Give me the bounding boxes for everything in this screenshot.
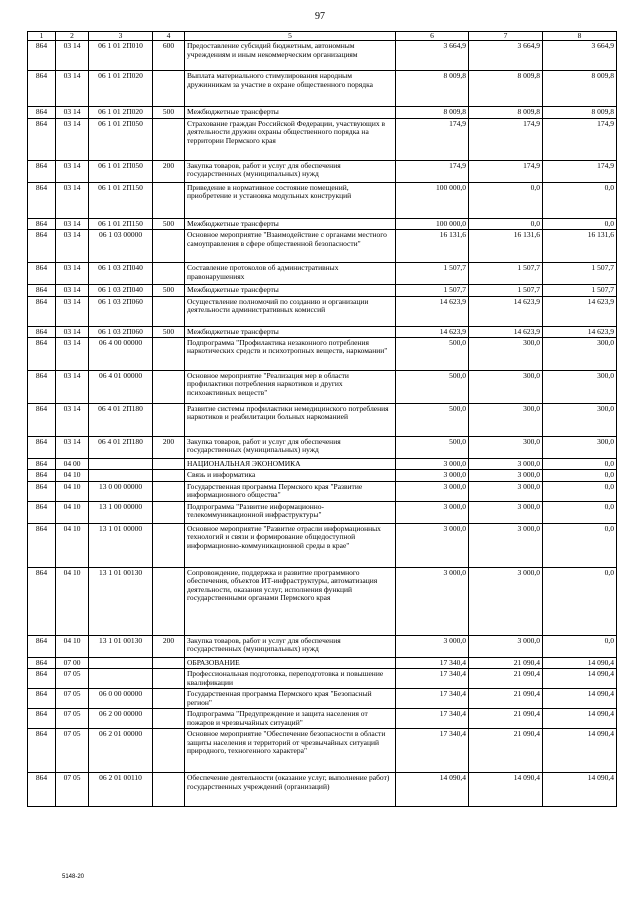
target-article-code-cell: 13 1 01 00130 — [89, 635, 153, 657]
amount-col8-cell: 0,0 — [543, 635, 617, 657]
item-name-cell: Основное мероприятие "Взаимодействие с органами местного самоуправления в сфере общественной безопасности" — [185, 230, 396, 263]
target-article-code-cell: 06 1 01 2П020 — [89, 71, 153, 107]
section-code-cell: 07 05 — [56, 729, 89, 773]
target-article-code-cell: 06 1 03 2П060 — [89, 296, 153, 326]
table-row — [28, 657, 617, 668]
amount-col7-cell: 14 090,4 — [469, 773, 543, 807]
amount-col8-cell: 1 507,7 — [543, 263, 617, 285]
amount-col7-cell: 21 090,4 — [469, 729, 543, 773]
item-name-cell: Профессиональная подготовка, переподготовка и повышение квалификации — [185, 669, 396, 689]
expense-type-code-cell — [153, 337, 185, 370]
table-row — [28, 370, 617, 403]
expense-type-code-cell — [153, 773, 185, 807]
amount-col6-cell: 3 000,0 — [396, 458, 469, 469]
amount-col8-cell: 8 009,8 — [543, 71, 617, 107]
table-row — [28, 296, 617, 326]
admin-code-cell: 864 — [28, 337, 56, 370]
expense-type-code-cell — [153, 296, 185, 326]
section-code-cell: 03 14 — [56, 107, 89, 118]
target-article-code-cell: 06 1 03 2П040 — [89, 263, 153, 285]
expense-type-code-cell: 200 — [153, 635, 185, 657]
expense-type-code-cell — [153, 370, 185, 403]
table-row — [28, 470, 617, 481]
amount-col6-cell: 3 000,0 — [396, 481, 469, 501]
item-name-cell: Государственная программа Пермского края "Развитие информационного общества" — [185, 481, 396, 501]
amount-col6-cell: 17 340,4 — [396, 689, 469, 709]
admin-code-cell: 864 — [28, 635, 56, 657]
admin-code-cell: 864 — [28, 326, 56, 337]
item-name-cell: Сопровождение, поддержка и развитие программного обеспечения, объектов ИТ-инфраструктуры, автоматизация деятельности, оказания услуг, исполнения функций государственными органами Пермского края — [185, 567, 396, 635]
admin-code-cell: 864 — [28, 285, 56, 296]
section-code-cell: 03 14 — [56, 218, 89, 229]
target-article-code-cell: 06 2 01 00000 — [89, 729, 153, 773]
item-name-cell: Межбюджетные трансферты — [185, 107, 396, 118]
target-article-code-cell: 06 2 00 00000 — [89, 709, 153, 729]
table-row — [28, 218, 617, 229]
target-article-code-cell — [89, 669, 153, 689]
section-code-cell: 04 10 — [56, 635, 89, 657]
table-row — [28, 118, 617, 160]
section-code-cell: 03 14 — [56, 41, 89, 71]
item-name-cell: Связь и информатика — [185, 470, 396, 481]
item-name-cell: Государственная программа Пермского края "Безопасный регион" — [185, 689, 396, 709]
amount-col8-cell: 14 090,4 — [543, 773, 617, 807]
admin-code-cell: 864 — [28, 436, 56, 458]
admin-code-cell: 864 — [28, 470, 56, 481]
amount-col8-cell: 8 009,8 — [543, 107, 617, 118]
amount-col7-cell: 0,0 — [469, 182, 543, 218]
target-article-code-cell: 13 1 00 00000 — [89, 501, 153, 523]
admin-code-cell: 864 — [28, 182, 56, 218]
amount-col6-cell: 17 340,4 — [396, 669, 469, 689]
amount-col8-cell: 300,0 — [543, 436, 617, 458]
section-code-cell: 03 14 — [56, 436, 89, 458]
item-name-cell: Межбюджетные трансферты — [185, 326, 396, 337]
table-row — [28, 160, 617, 182]
section-code-cell: 04 10 — [56, 523, 89, 567]
table-row — [28, 729, 617, 773]
target-article-code-cell: 06 1 01 2П150 — [89, 218, 153, 229]
target-article-code-cell — [89, 657, 153, 668]
column-header-1: 1 — [28, 32, 56, 41]
item-name-cell: ОБРАЗОВАНИЕ — [185, 657, 396, 668]
table-row — [28, 285, 617, 296]
expense-type-code-cell: 200 — [153, 436, 185, 458]
amount-col8-cell: 0,0 — [543, 501, 617, 523]
expense-type-code-cell — [153, 567, 185, 635]
amount-col8-cell: 16 131,6 — [543, 230, 617, 263]
admin-code-cell: 864 — [28, 230, 56, 263]
amount-col7-cell: 174,9 — [469, 160, 543, 182]
amount-col6-cell: 174,9 — [396, 118, 469, 160]
amount-col6-cell: 14 623,9 — [396, 296, 469, 326]
item-name-cell: Развитие системы профилактики немедицинского потребления наркотиков и реабилитации больных наркоманией — [185, 403, 396, 436]
item-name-cell: Подпрограмма "Развитие информационно-телекоммуникационной инфраструктуры" — [185, 501, 396, 523]
admin-code-cell: 864 — [28, 523, 56, 567]
target-article-code-cell: 13 1 01 00000 — [89, 523, 153, 567]
column-header-6: 6 — [396, 32, 469, 41]
table-row — [28, 326, 617, 337]
amount-col8-cell: 1 507,7 — [543, 285, 617, 296]
item-name-cell: Закупка товаров, работ и услуг для обеспечения государственных (муниципальных) нужд — [185, 160, 396, 182]
column-header-5: 5 — [185, 32, 396, 41]
expense-type-code-cell: 500 — [153, 285, 185, 296]
amount-col8-cell: 0,0 — [543, 182, 617, 218]
amount-col7-cell: 14 623,9 — [469, 326, 543, 337]
amount-col7-cell: 3 000,0 — [469, 635, 543, 657]
column-header-2: 2 — [56, 32, 89, 41]
admin-code-cell: 864 — [28, 41, 56, 71]
amount-col7-cell: 3 664,9 — [469, 41, 543, 71]
item-name-cell: НАЦИОНАЛЬНАЯ ЭКОНОМИКА — [185, 458, 396, 469]
expense-type-code-cell — [153, 669, 185, 689]
amount-col6-cell: 3 000,0 — [396, 567, 469, 635]
amount-col6-cell: 174,9 — [396, 160, 469, 182]
admin-code-cell: 864 — [28, 501, 56, 523]
page-number: 97 — [315, 11, 325, 22]
admin-code-cell: 864 — [28, 218, 56, 229]
amount-col7-cell: 3 000,0 — [469, 458, 543, 469]
amount-col7-cell: 1 507,7 — [469, 285, 543, 296]
amount-col7-cell: 1 507,7 — [469, 263, 543, 285]
amount-col7-cell: 3 000,0 — [469, 567, 543, 635]
expense-type-code-cell: 500 — [153, 107, 185, 118]
amount-col8-cell: 14 623,9 — [543, 326, 617, 337]
item-name-cell: Составление протоколов об административных правонарушениях — [185, 263, 396, 285]
expense-type-code-cell — [153, 263, 185, 285]
amount-col6-cell: 3 000,0 — [396, 635, 469, 657]
section-code-cell: 04 10 — [56, 501, 89, 523]
expense-type-code-cell — [153, 230, 185, 263]
admin-code-cell: 864 — [28, 107, 56, 118]
header-row — [28, 32, 617, 41]
section-code-cell: 03 14 — [56, 326, 89, 337]
amount-col8-cell: 0,0 — [543, 218, 617, 229]
amount-col7-cell: 8 009,8 — [469, 71, 543, 107]
table-row — [28, 107, 617, 118]
table-row — [28, 669, 617, 689]
item-name-cell: Осуществление полномочий по созданию и организации деятельности административных комиссий — [185, 296, 396, 326]
target-article-code-cell: 13 1 01 00130 — [89, 567, 153, 635]
amount-col6-cell: 14 623,9 — [396, 326, 469, 337]
target-article-code-cell: 06 1 03 2П060 — [89, 326, 153, 337]
admin-code-cell: 864 — [28, 657, 56, 668]
section-code-cell: 03 14 — [56, 403, 89, 436]
amount-col6-cell: 17 340,4 — [396, 709, 469, 729]
expense-type-code-cell — [153, 71, 185, 107]
amount-col7-cell: 3 000,0 — [469, 470, 543, 481]
target-article-code-cell — [89, 470, 153, 481]
amount-col8-cell: 14 623,9 — [543, 296, 617, 326]
amount-col6-cell: 14 090,4 — [396, 773, 469, 807]
expense-type-code-cell — [153, 501, 185, 523]
target-article-code-cell: 06 4 01 00000 — [89, 370, 153, 403]
table-header — [28, 32, 617, 41]
section-code-cell: 03 14 — [56, 71, 89, 107]
table-row — [28, 481, 617, 501]
admin-code-cell: 864 — [28, 71, 56, 107]
section-code-cell: 07 05 — [56, 689, 89, 709]
target-article-code-cell: 06 0 00 00000 — [89, 689, 153, 709]
table-row — [28, 501, 617, 523]
amount-col6-cell: 17 340,4 — [396, 729, 469, 773]
amount-col6-cell: 3 000,0 — [396, 501, 469, 523]
table-body — [28, 41, 617, 807]
amount-col8-cell: 174,9 — [543, 160, 617, 182]
table-row — [28, 263, 617, 285]
column-header-8: 8 — [543, 32, 617, 41]
amount-col8-cell: 14 090,4 — [543, 689, 617, 709]
amount-col6-cell: 100 000,0 — [396, 182, 469, 218]
table-row — [28, 635, 617, 657]
table-row — [28, 567, 617, 635]
section-code-cell: 03 14 — [56, 296, 89, 326]
target-article-code-cell: 06 1 03 00000 — [89, 230, 153, 263]
table-row — [28, 709, 617, 729]
admin-code-cell: 864 — [28, 263, 56, 285]
amount-col7-cell: 300,0 — [469, 403, 543, 436]
amount-col6-cell: 3 000,0 — [396, 523, 469, 567]
item-name-cell: Предоставление субсидий бюджетным, автономным учреждениям и иным некоммерческим организациям — [185, 41, 396, 71]
section-code-cell: 03 14 — [56, 230, 89, 263]
section-code-cell: 04 00 — [56, 458, 89, 469]
section-code-cell: 04 10 — [56, 470, 89, 481]
admin-code-cell: 864 — [28, 458, 56, 469]
amount-col8-cell: 14 090,4 — [543, 657, 617, 668]
section-code-cell: 04 10 — [56, 481, 89, 501]
amount-col8-cell: 174,9 — [543, 118, 617, 160]
item-name-cell: Выплата материального стимулирования народным дружинникам за участие в охране общественного порядка — [185, 71, 396, 107]
admin-code-cell: 864 — [28, 118, 56, 160]
expense-type-code-cell: 500 — [153, 326, 185, 337]
target-article-code-cell: 06 1 01 2П010 — [89, 41, 153, 71]
target-article-code-cell: 06 1 01 2П020 — [89, 107, 153, 118]
target-article-code-cell: 06 2 01 00110 — [89, 773, 153, 807]
amount-col6-cell: 100 000,0 — [396, 218, 469, 229]
admin-code-cell: 864 — [28, 729, 56, 773]
expense-type-code-cell: 600 — [153, 41, 185, 71]
item-name-cell: Закупка товаров, работ и услуг для обеспечения государственных (муниципальных) нужд — [185, 635, 396, 657]
section-code-cell: 07 05 — [56, 709, 89, 729]
amount-col8-cell: 0,0 — [543, 523, 617, 567]
expense-type-code-cell — [153, 458, 185, 469]
amount-col7-cell: 174,9 — [469, 118, 543, 160]
admin-code-cell: 864 — [28, 160, 56, 182]
amount-col7-cell: 21 090,4 — [469, 657, 543, 668]
table-row — [28, 182, 617, 218]
item-name-cell: Приведение в нормативное состояние помещений, приобретение и установка модульных конструкций — [185, 182, 396, 218]
admin-code-cell: 864 — [28, 773, 56, 807]
expense-type-code-cell — [153, 709, 185, 729]
item-name-cell: Закупка товаров, работ и услуг для обеспечения государственных (муниципальных) нужд — [185, 436, 396, 458]
section-code-cell: 07 05 — [56, 669, 89, 689]
amount-col7-cell: 3 000,0 — [469, 523, 543, 567]
amount-col6-cell: 500,0 — [396, 337, 469, 370]
section-code-cell: 03 14 — [56, 118, 89, 160]
section-code-cell: 04 10 — [56, 567, 89, 635]
expense-type-code-cell — [153, 403, 185, 436]
target-article-code-cell: 06 1 01 2П150 — [89, 182, 153, 218]
budget-table — [27, 31, 617, 807]
item-name-cell: Основное мероприятие "Реализация мер в области профилактики потребления наркотиков и других психоактивных веществ" — [185, 370, 396, 403]
amount-col6-cell: 3 000,0 — [396, 470, 469, 481]
amount-col7-cell: 300,0 — [469, 370, 543, 403]
item-name-cell: Обеспечение деятельности (оказание услуг, выполнение работ) государственных учреждений (организаций) — [185, 773, 396, 807]
item-name-cell: Основное мероприятие "Обеспечение безопасности в области защиты населения и территорий от чрезвычайных ситуаций природного, техногенного характера" — [185, 729, 396, 773]
table-row — [28, 230, 617, 263]
expense-type-code-cell — [153, 182, 185, 218]
amount-col7-cell: 21 090,4 — [469, 669, 543, 689]
item-name-cell: Основное мероприятие "Развитие отрасли информационных технологий и связи и формирование общедоступной информационно-коммуникационной среды в крае" — [185, 523, 396, 567]
amount-col7-cell: 16 131,6 — [469, 230, 543, 263]
expense-type-code-cell: 200 — [153, 160, 185, 182]
amount-col6-cell: 500,0 — [396, 436, 469, 458]
amount-col8-cell: 14 090,4 — [543, 669, 617, 689]
amount-col7-cell: 3 000,0 — [469, 501, 543, 523]
amount-col6-cell: 8 009,8 — [396, 107, 469, 118]
amount-col8-cell: 0,0 — [543, 458, 617, 469]
table-row — [28, 773, 617, 807]
amount-col7-cell: 21 090,4 — [469, 709, 543, 729]
amount-col7-cell: 0,0 — [469, 218, 543, 229]
section-code-cell: 03 14 — [56, 370, 89, 403]
amount-col6-cell: 16 131,6 — [396, 230, 469, 263]
target-article-code-cell: 06 4 01 2П180 — [89, 436, 153, 458]
admin-code-cell: 864 — [28, 689, 56, 709]
expense-type-code-cell — [153, 118, 185, 160]
expense-type-code-cell: 500 — [153, 218, 185, 229]
amount-col8-cell: 0,0 — [543, 481, 617, 501]
amount-col6-cell: 500,0 — [396, 370, 469, 403]
target-article-code-cell — [89, 458, 153, 469]
section-code-cell: 07 00 — [56, 657, 89, 668]
expense-type-code-cell — [153, 470, 185, 481]
section-code-cell: 03 14 — [56, 160, 89, 182]
section-code-cell: 03 14 — [56, 263, 89, 285]
amount-col6-cell: 3 664,9 — [396, 41, 469, 71]
admin-code-cell: 864 — [28, 709, 56, 729]
item-name-cell: Межбюджетные трансферты — [185, 218, 396, 229]
admin-code-cell: 864 — [28, 567, 56, 635]
expense-type-code-cell — [153, 657, 185, 668]
item-name-cell: Страхование граждан Российской Федерации, участвующих в деятельности дружин охраны общественного порядка на территории Пермского края — [185, 118, 396, 160]
table-row — [28, 523, 617, 567]
amount-col8-cell: 300,0 — [543, 403, 617, 436]
table-row — [28, 403, 617, 436]
column-header-4: 4 — [153, 32, 185, 41]
target-article-code-cell: 06 4 01 2П180 — [89, 403, 153, 436]
amount-col6-cell: 17 340,4 — [396, 657, 469, 668]
amount-col8-cell: 14 090,4 — [543, 729, 617, 773]
item-name-cell: Подпрограмма "Предупреждение и защита населения от пожаров и чрезвычайных ситуаций" — [185, 709, 396, 729]
expense-type-code-cell — [153, 689, 185, 709]
admin-code-cell: 864 — [28, 370, 56, 403]
table-row — [28, 41, 617, 71]
section-code-cell: 07 05 — [56, 773, 89, 807]
admin-code-cell: 864 — [28, 669, 56, 689]
target-article-code-cell: 06 4 00 00000 — [89, 337, 153, 370]
amount-col8-cell: 300,0 — [543, 370, 617, 403]
amount-col8-cell: 300,0 — [543, 337, 617, 370]
column-header-7: 7 — [469, 32, 543, 41]
item-name-cell: Подпрограмма "Профилактика незаконного потребления наркотических средств и психотропных веществ, наркомании" — [185, 337, 396, 370]
expense-type-code-cell — [153, 523, 185, 567]
target-article-code-cell: 06 1 01 2П050 — [89, 118, 153, 160]
amount-col7-cell: 14 623,9 — [469, 296, 543, 326]
amount-col8-cell: 0,0 — [543, 567, 617, 635]
expense-type-code-cell — [153, 481, 185, 501]
amount-col8-cell: 14 090,4 — [543, 709, 617, 729]
section-code-cell: 03 14 — [56, 337, 89, 370]
section-code-cell: 03 14 — [56, 285, 89, 296]
amount-col6-cell: 1 507,7 — [396, 285, 469, 296]
amount-col7-cell: 300,0 — [469, 337, 543, 370]
item-name-cell: Межбюджетные трансферты — [185, 285, 396, 296]
amount-col7-cell: 3 000,0 — [469, 481, 543, 501]
table-row — [28, 458, 617, 469]
table-row — [28, 337, 617, 370]
table-row — [28, 436, 617, 458]
amount-col6-cell: 8 009,8 — [396, 71, 469, 107]
amount-col7-cell: 300,0 — [469, 436, 543, 458]
amount-col7-cell: 21 090,4 — [469, 689, 543, 709]
amount-col8-cell: 3 664,9 — [543, 41, 617, 71]
target-article-code-cell: 06 1 01 2П050 — [89, 160, 153, 182]
footer-code: 5148-20 — [62, 874, 85, 880]
target-article-code-cell: 06 1 03 2П040 — [89, 285, 153, 296]
table-row — [28, 689, 617, 709]
amount-col6-cell: 1 507,7 — [396, 263, 469, 285]
amount-col6-cell: 500,0 — [396, 403, 469, 436]
admin-code-cell: 864 — [28, 403, 56, 436]
expense-type-code-cell — [153, 729, 185, 773]
table-row — [28, 71, 617, 107]
admin-code-cell: 864 — [28, 481, 56, 501]
target-article-code-cell: 13 0 00 00000 — [89, 481, 153, 501]
admin-code-cell: 864 — [28, 296, 56, 326]
amount-col8-cell: 0,0 — [543, 470, 617, 481]
section-code-cell: 03 14 — [56, 182, 89, 218]
amount-col7-cell: 8 009,8 — [469, 107, 543, 118]
column-header-3: 3 — [89, 32, 153, 41]
